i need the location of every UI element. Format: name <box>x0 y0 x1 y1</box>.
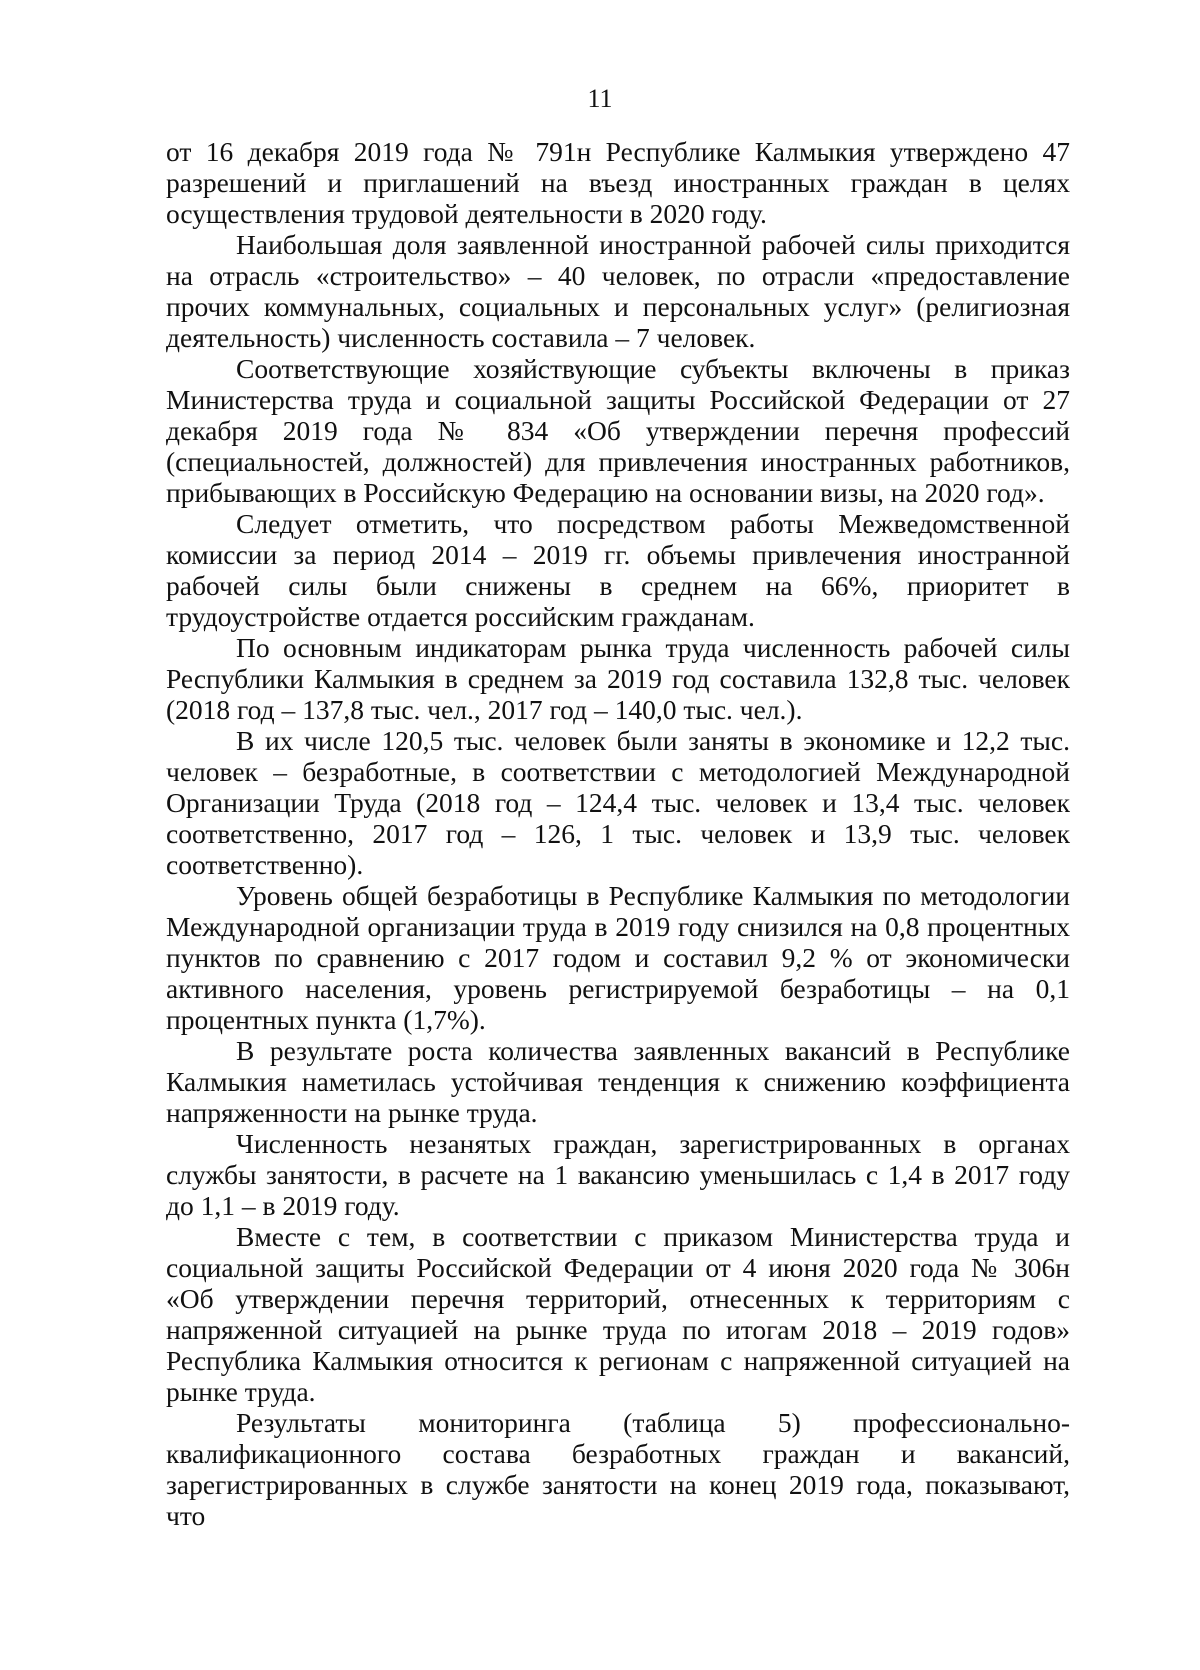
paragraph: Уровень общей безработицы в Республике Калмыкия по методологии Международной организации труда в 2019 году снизился на 0,8 процентных пунктов по сравнению с 2017 годом и составил 9,2 % от экономически активного населения, уровень регистрируемой безработицы – на 0,1 процентных пункта (1,7%). <box>166 880 1070 1035</box>
paragraph-continuation: от 16 декабря 2019 года № 791н Республике Калмыкия утверждено 47 разрешений и приглашений на въезд иностранных граждан в целях осуществления трудовой деятельности в 2020 году. <box>166 136 1070 229</box>
document-body <box>166 136 1070 1531</box>
paragraph: В их числе 120,5 тыс. человек были заняты в экономике и 12,2 тыс. человек – безработные, в соответствии с методологией Международной Организации Труда (2018 год – 124,4 тыс. человек и 13,4 тыс. человек соответственно, 2017 год – 126, 1 тыс. человек и 13,9 тыс. человек соответственно). <box>166 725 1070 880</box>
page-number: 11 <box>587 84 613 113</box>
paragraph: В результате роста количества заявленных вакансий в Республике Калмыкия наметилась устойчивая тенденция к снижению коэффициента напряженности на рынке труда. <box>166 1035 1070 1128</box>
paragraph: Результаты мониторинга (таблица 5) профессионально-квалификационного состава безработных граждан и вакансий, зарегистрированных в службе занятости на конец 2019 года, показывают, что <box>166 1407 1070 1531</box>
paragraph: Следует отметить, что посредством работы Межведомственной комиссии за период 2014 – 2019 гг. объемы привлечения иностранной рабочей силы были снижены в среднем на 66%, приоритет в трудоустройстве отдается российским гражданам. <box>166 508 1070 632</box>
paragraph: По основным индикаторам рынка труда численность рабочей силы Республики Калмыкия в среднем за 2019 год составила 132,8 тыс. человек (2018 год – 137,8 тыс. чел., 2017 год – 140,0 тыс. чел.). <box>166 632 1070 725</box>
paragraph: Соответствующие хозяйствующие субъекты включены в приказ Министерства труда и социальной защиты Российской Федерации от 27 декабря 2019 года № 834 «Об утверждении перечня профессий (специальностей, должностей) для привлечения иностранных работников, прибывающих в Российскую Федерацию на основании визы, на 2020 год». <box>166 353 1070 508</box>
paragraph: Вместе с тем, в соответствии с приказом Министерства труда и социальной защиты Российской Федерации от 4 июня 2020 года № 306н «Об утверждении перечня территорий, отнесенных к территориям с напряженной ситуацией на рынке труда по итогам 2018 – 2019 годов» Республика Калмыкия относится к регионам с напряженной ситуацией на рынке труда. <box>166 1221 1070 1407</box>
paragraph: Наибольшая доля заявленной иностранной рабочей силы приходится на отрасль «строительство» – 40 человек, по отрасли «предоставление прочих коммунальных, социальных и персональных услуг» (религиозная деятельность) численность составила – 7 человек. <box>166 229 1070 353</box>
paragraph: Численность незанятых граждан, зарегистрированных в органах службы занятости, в расчете на 1 вакансию уменьшилась с 1,4 в 2017 году до 1,1 – в 2019 году. <box>166 1128 1070 1221</box>
